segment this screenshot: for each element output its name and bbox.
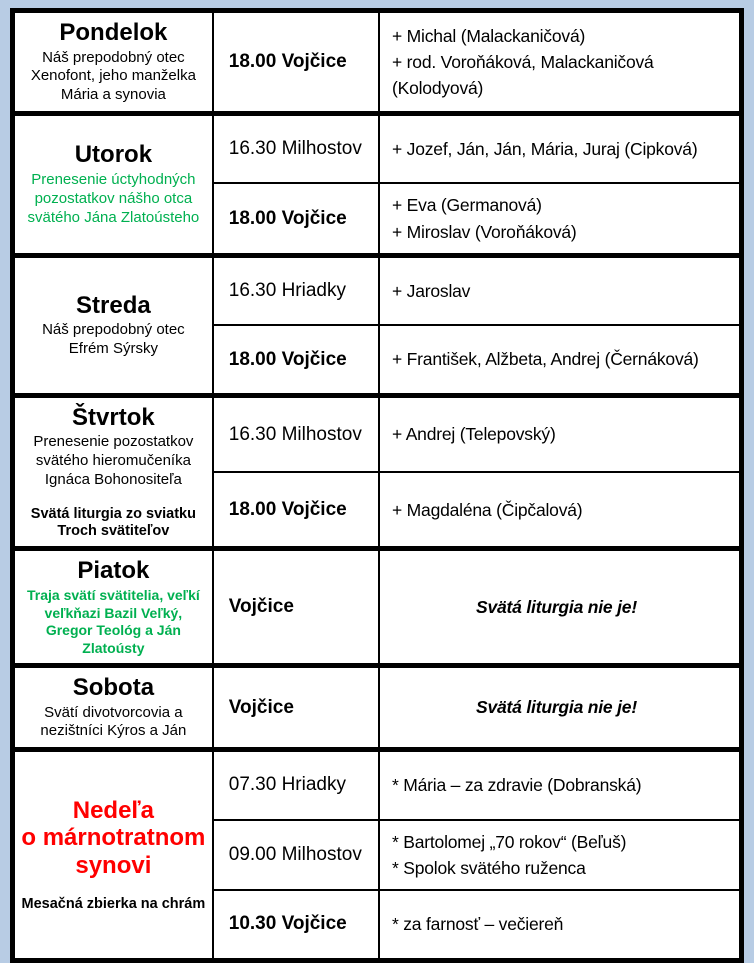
service-intentions [379,113,742,183]
service-intentions [379,750,742,820]
day-description: Prenesenie pozostatkov svätého hieromučeníka Ignáca Bohonositeľa [33,433,194,488]
intention-line: * za farnosť – večiereň [391,914,564,935]
day-description: Náš prepodobný otec Efrém Sýrsky [42,321,185,358]
schedule-row [13,666,742,750]
service-time: 10.30 Vojčice [213,890,379,960]
intention-line: * Spolok svätého ruženca [391,857,586,878]
service-time: 16.30 Milhostov [213,113,379,183]
day-name: Pondelok [59,19,168,46]
intention-line: Svätá liturgia nie je! [476,597,637,618]
day-name: Sobota [72,674,155,702]
day-cell-stvrtok [13,395,213,549]
schedule-body [13,11,742,961]
service-intentions [379,11,742,114]
service-time: Vojčice [213,549,379,666]
service-time: 18.00 Vojčice [213,183,379,255]
intention-line: + Eva (Germanová) [391,195,542,216]
service-time: 18.00 Vojčice [213,325,379,395]
day-description: Náš prepodobný otec Xenofont, jeho manželka Mária a synovia [30,48,196,104]
day-note: Svätá liturgia zo sviatku Troch svätiteľov [30,505,196,540]
intention-line: + Michal (Malackaničová) [391,25,586,46]
intention-line: + rod. Voroňáková, Malackaničová (Kolodyová) [391,51,654,99]
service-time: Vojčice [213,666,379,750]
service-intentions [379,820,742,891]
day-cell-streda [13,255,213,395]
no-liturgy-notice [379,666,742,750]
day-description: Prenesenie úctyhodných pozostatkov nášho otca svätého Jána Zlatoústeho [27,171,200,226]
intention-line: Svätá liturgia nie je! [476,697,637,718]
intention-line: + Magdaléna (Čipčalová) [391,499,583,520]
day-name: Piatok [77,557,150,585]
service-intentions [379,472,742,549]
schedule-row [13,113,742,183]
service-intentions [379,395,742,472]
service-intentions [379,325,742,395]
service-time: 09.00 Milhostov [213,820,379,891]
schedule-row [13,11,742,114]
service-time: 16.30 Hriadky [213,255,379,325]
schedule-row [13,750,742,820]
service-intentions [379,890,742,960]
service-intentions [379,183,742,255]
schedule-row [13,255,742,325]
intention-line: + Andrej (Telepovský) [391,424,556,445]
day-description: Traja svätí svätitelia, veľkí veľkňazi Bazil Veľký, Gregor Teológ a Ján Zlatoústy [27,587,200,656]
no-liturgy-notice [379,549,742,666]
intention-line: + Miroslav (Voroňáková) [391,221,577,242]
day-name: Nedeľa o márnotratnom synovi [21,796,206,879]
service-time: 07.30 Hriadky [213,750,379,820]
intention-line: + František, Alžbeta, Andrej (Černáková) [391,349,699,370]
day-cell-nedela [13,750,213,961]
day-name: Streda [76,291,151,319]
day-note: Mesačná zbierka na chrám [21,895,206,912]
service-time: 18.00 Vojčice [213,11,379,114]
service-intentions [379,255,742,325]
intention-line: + Jozef, Ján, Ján, Mária, Juraj (Cipková) [391,138,698,159]
day-name: Štvrtok [72,403,155,431]
service-time: 18.00 Vojčice [213,472,379,549]
schedule-row [13,549,742,666]
day-cell-pondelok [13,11,213,114]
schedule-row [13,395,742,472]
intention-line: + Jaroslav [391,280,471,301]
liturgical-schedule-table [10,8,744,963]
day-description: Svätí divotvorcovia a nezištníci Kýros a Ján [40,703,187,740]
day-cell-sobota [13,666,213,750]
intention-line: * Bartolomej „70 rokov“ (Beľuš) [391,831,627,852]
service-time: 16.30 Milhostov [213,395,379,472]
day-cell-utorok [13,113,213,255]
day-cell-piatok [13,549,213,666]
day-name: Utorok [74,141,153,169]
intention-line: * Mária – za zdravie (Dobranská) [391,775,642,796]
